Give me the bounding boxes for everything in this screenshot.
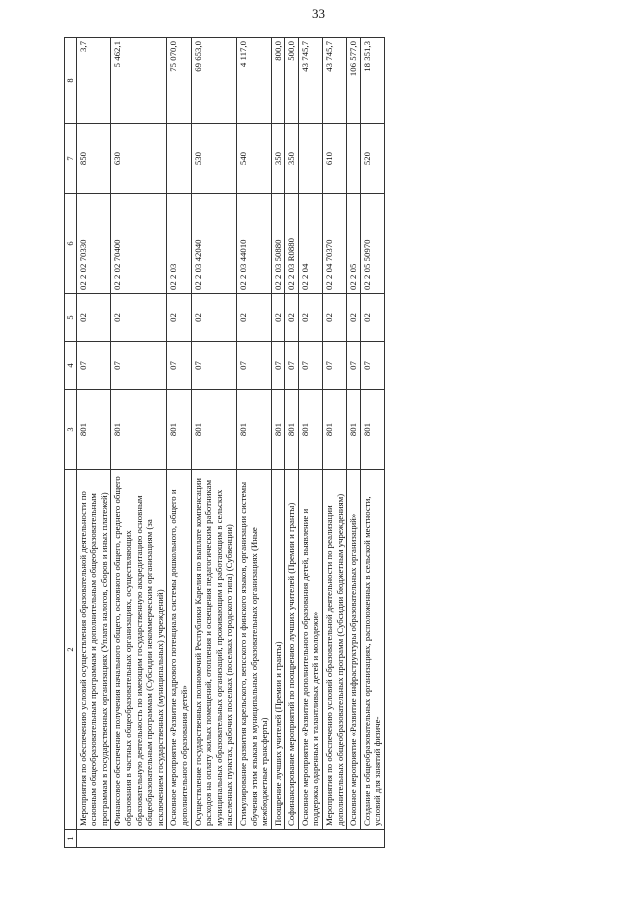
column-7-cell: 540: [236, 124, 271, 194]
column-3-cell: 801: [167, 390, 191, 470]
column-3-cell: 801: [76, 390, 111, 470]
column-3-cell: 801: [323, 390, 347, 470]
column-header: 5: [65, 294, 77, 342]
column-7-cell: 350: [285, 124, 299, 194]
column-1-cell: [76, 830, 384, 848]
amount-cell: 4 117,0: [236, 38, 271, 124]
table-row: [298, 38, 322, 848]
column-5-cell: 02: [191, 294, 236, 342]
table-row: [347, 38, 361, 848]
row-name-cell: Основное мероприятие «Развитие дополнительного образования детей, выявление и поддержка одаренных и талантливых детей и молодежи»: [298, 470, 322, 830]
column-5-cell: 02: [360, 294, 384, 342]
table-row: [323, 38, 347, 848]
column-header: 6: [65, 194, 77, 294]
code-cell: 02 2 03 44010: [236, 194, 271, 294]
column-7-cell: 850: [76, 124, 111, 194]
column-4-cell: 07: [236, 342, 271, 390]
amount-cell: 75 070,0: [167, 38, 191, 124]
row-name-cell: Основное мероприятие «Развитие кадрового потенциала системы дошкольного, общего и дополнительного образования детей»: [167, 470, 191, 830]
column-7-cell: 520: [360, 124, 384, 194]
amount-cell: 800,0: [271, 38, 285, 124]
code-cell: 02 2 04 70370: [323, 194, 347, 294]
code-cell: 02 2 03 50880: [271, 194, 285, 294]
budget-table: [64, 37, 385, 848]
column-5-cell: 02: [285, 294, 299, 342]
code-cell: 02 2 05: [347, 194, 361, 294]
column-4-cell: 07: [111, 342, 167, 390]
page-number: 33: [312, 6, 325, 21]
amount-cell: 5 462,1: [111, 38, 167, 124]
column-3-cell: 801: [360, 390, 384, 470]
column-3-cell: 801: [236, 390, 271, 470]
table-row: [285, 38, 299, 848]
row-name-cell: Мероприятия по обеспечению условий осуществления образовательной деятельности по основным общеобразовательным программам и дополнительным общеобразовательным программам в государственных организациях (Уплата налогов, сборов и иных платежей): [76, 470, 111, 830]
column-7-cell: [298, 124, 322, 194]
row-name-cell: Поощрение лучших учителей (Премии и гранты): [271, 470, 285, 830]
column-7-cell: 350: [271, 124, 285, 194]
code-cell: 02 2 03: [167, 194, 191, 294]
table-row: [271, 38, 285, 848]
code-cell: 02 2 03 R0880: [285, 194, 299, 294]
amount-cell: 3,7: [76, 38, 111, 124]
table-row: [76, 38, 111, 848]
column-3-cell: 801: [271, 390, 285, 470]
column-7-cell: 530: [191, 124, 236, 194]
code-cell: 02 2 02 70400: [111, 194, 167, 294]
amount-cell: 106 577,0: [347, 38, 361, 124]
row-name-cell: Основное мероприятие «Развитие инфраструктуры образовательных организаций»: [347, 470, 361, 830]
column-4-cell: 07: [360, 342, 384, 390]
table-row: [167, 38, 191, 848]
column-4-cell: 07: [167, 342, 191, 390]
column-4-cell: 07: [191, 342, 236, 390]
row-name-cell: Создание в общеобразовательных организациях, расположенных в сельской местности, условий для занятий физиче-: [360, 470, 384, 830]
column-header: 7: [65, 124, 77, 194]
amount-cell: 43 745,7: [323, 38, 347, 124]
column-3-cell: 801: [285, 390, 299, 470]
header-row: [65, 38, 77, 848]
column-header: 3: [65, 390, 77, 470]
code-cell: 02 2 04: [298, 194, 322, 294]
amount-cell: 43 745,7: [298, 38, 322, 124]
column-5-cell: 02: [236, 294, 271, 342]
code-cell: 02 2 03 42040: [191, 194, 236, 294]
column-5-cell: 02: [323, 294, 347, 342]
column-5-cell: 02: [347, 294, 361, 342]
column-5-cell: 02: [111, 294, 167, 342]
column-4-cell: 07: [323, 342, 347, 390]
table-row: [111, 38, 167, 848]
row-name-cell: Осуществление государственных полномочий Республики Карелия по выплате компенсации расходов на оплату жилых помещений, отопления и освещения педагогическим работникам муниципальных образовательных организаций, проживающим и работающим в сельских населенных пунктах, рабочих поселках (поселках городского типа) (Субвенции): [191, 470, 236, 830]
column-3-cell: 801: [111, 390, 167, 470]
column-7-cell: 630: [111, 124, 167, 194]
column-7-cell: [167, 124, 191, 194]
column-4-cell: 07: [285, 342, 299, 390]
amount-cell: 69 653,0: [191, 38, 236, 124]
column-5-cell: 02: [76, 294, 111, 342]
table-row: [360, 38, 384, 848]
row-name-cell: Финансовое обеспечение получения начального общего, основного общего, среднего общего образования в частных общеобразовательных организациях, осуществляющих образовательную деятельность по имеющим государственную аккредитацию основным общеобразовательным программам (Субсидии некоммерческим организациям (за исключением государственных (муниципальных) учреждений): [111, 470, 167, 830]
column-3-cell: 801: [298, 390, 322, 470]
column-4-cell: 07: [271, 342, 285, 390]
column-5-cell: 02: [298, 294, 322, 342]
amount-cell: 500,0: [285, 38, 299, 124]
row-name-cell: Софинансирование мероприятий по поощрению лучших учителей (Премии и гранты): [285, 470, 299, 830]
column-3-cell: 801: [191, 390, 236, 470]
code-cell: 02 2 02 70330: [76, 194, 111, 294]
column-3-cell: 801: [347, 390, 361, 470]
column-4-cell: 07: [76, 342, 111, 390]
column-4-cell: 07: [347, 342, 361, 390]
column-header: 4: [65, 342, 77, 390]
rotated-table-container: [64, 38, 600, 848]
column-5-cell: 02: [167, 294, 191, 342]
column-header: 2: [65, 470, 77, 830]
column-header: 1: [65, 830, 77, 848]
table-row: [236, 38, 271, 848]
column-7-cell: [347, 124, 361, 194]
column-5-cell: 02: [271, 294, 285, 342]
column-4-cell: 07: [298, 342, 322, 390]
row-name-cell: Мероприятия по обеспечению условий образовательной деятельности по реализации дополнительных общеобразовательных программ (Субсидии бюджетным учреждениям): [323, 470, 347, 830]
row-name-cell: Стимулирование развития карельского, вепсского и финского языков, организации системы обучения этим языкам в муниципальных образовательных организациях (Иные межбюджетные трансферты): [236, 470, 271, 830]
amount-cell: 18 351,3: [360, 38, 384, 124]
table-row: [191, 38, 236, 848]
column-header: 8: [65, 38, 77, 124]
column-7-cell: 610: [323, 124, 347, 194]
code-cell: 02 2 05 50970: [360, 194, 384, 294]
